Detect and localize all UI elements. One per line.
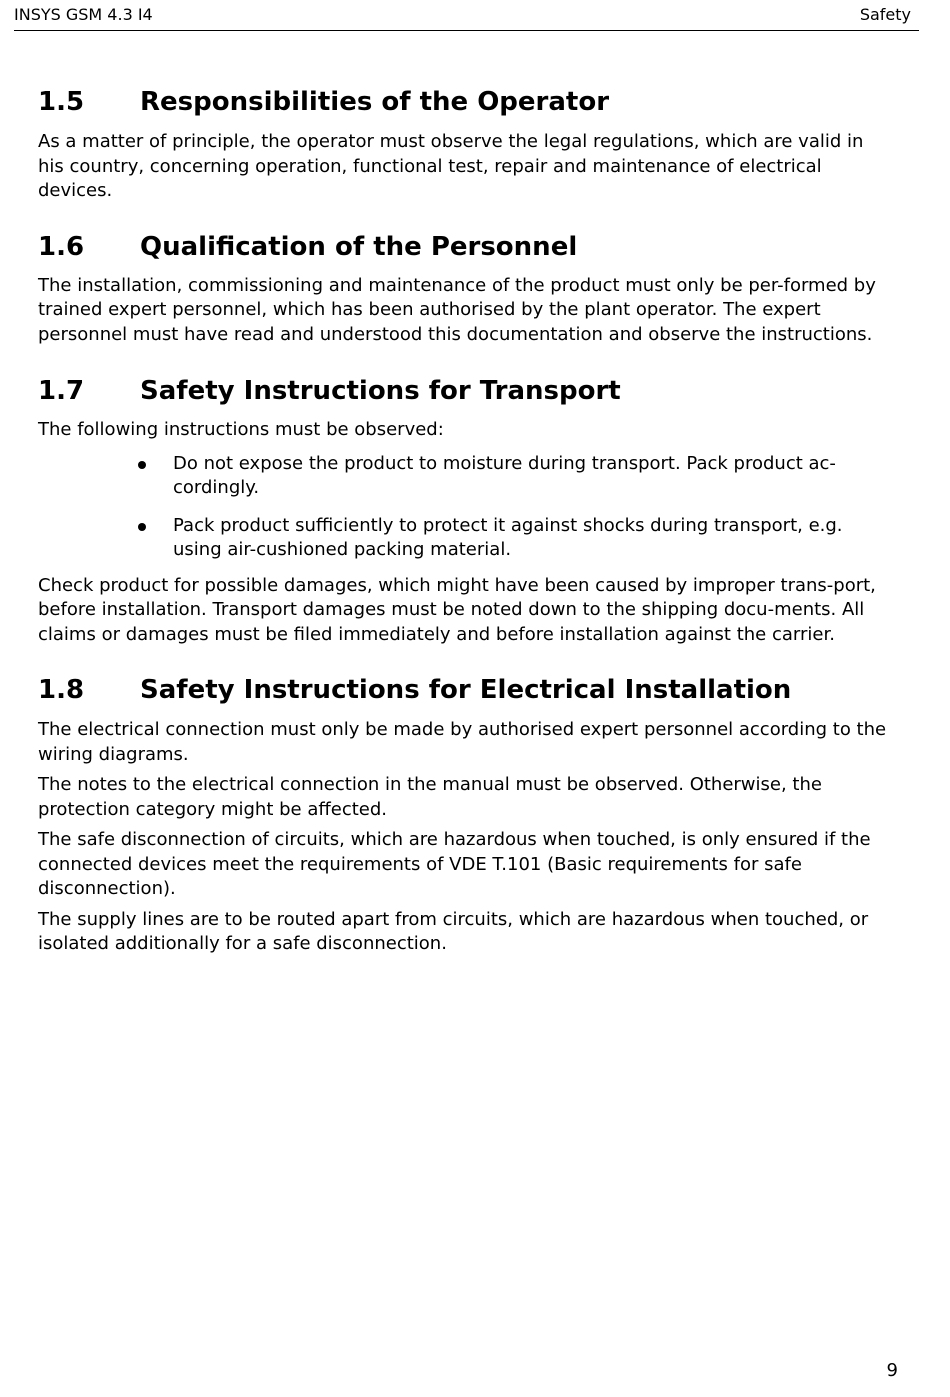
section-number: 1.5 — [38, 87, 85, 117]
chapter-title: Safety — [859, 5, 911, 24]
section-1-6 — [38, 229, 888, 348]
list-item-text: Pack product sufficiently to protect it against shocks during transport, e.g. using air-cushioned packing material. — [173, 514, 843, 560]
section-1-5 — [38, 84, 888, 204]
paragraph: The installation, commissioning and maintenance of the product must only be per-formed by trained expert personnel, which has been authorised by the plant operator. The expert personnel must have read and understood this documentation and observe the instructions. — [38, 274, 876, 345]
section-number: 1.6 — [38, 231, 85, 262]
section-number: 1.8 — [38, 675, 85, 705]
paragraph: The safe disconnection of circuits, which are hazardous when touched, is only ensured if the connected devices meet the requirements of VDE T.101 (Basic requirements for safe disconnection). — [38, 829, 871, 899]
section-title: Responsibilities of the Operator — [140, 87, 610, 117]
paragraph: The following instructions must be observed: — [38, 419, 444, 440]
document-title: INSYS GSM 4.3 I4 — [14, 5, 153, 24]
list-item-text: Do not expose the product to moisture during transport. Pack product ac-cordingly. — [173, 452, 836, 498]
paragraph: The supply lines are to be routed apart from circuits, which are hazardous when touched, or isolated additionally for a safe disconnection. — [38, 908, 869, 954]
section-1-7 — [38, 373, 888, 647]
section-heading — [38, 229, 888, 265]
paragraph: The notes to the electrical connection in the manual must be observed. Otherwise, the protection category might be affected. — [38, 774, 822, 820]
page-number: 9 — [886, 1360, 898, 1381]
bullet-icon — [138, 461, 146, 469]
section-heading — [38, 672, 888, 708]
section-heading — [38, 373, 888, 409]
list-item — [135, 452, 888, 501]
list-item — [135, 514, 888, 563]
paragraph: The electrical connection must only be made by authorised expert personnel according to the wiring diagrams. — [38, 719, 887, 765]
section-title: Qualification of the Personnel — [140, 231, 578, 262]
section-number: 1.7 — [38, 376, 85, 406]
bullet-list — [38, 452, 888, 563]
paragraph: As a matter of principle, the operator must observe the legal regulations, which are valid in his country, concerning operation, functional test, repair and maintenance of electrical devices. — [38, 131, 864, 201]
section-title: Safety Instructions for Electrical Installation — [140, 675, 792, 705]
section-title: Safety Instructions for Transport — [140, 376, 621, 406]
paragraph: Check product for possible damages, which might have been caused by improper trans-port, before installation. Transport damages must be noted down to the shipping docu-ments. All claims or damages must be filed immediately and before installation against the carrier. — [38, 574, 876, 645]
page-header — [14, 3, 919, 31]
page-content — [38, 84, 888, 957]
section-1-8 — [38, 672, 888, 957]
bullet-icon — [138, 523, 146, 531]
section-heading — [38, 84, 888, 120]
